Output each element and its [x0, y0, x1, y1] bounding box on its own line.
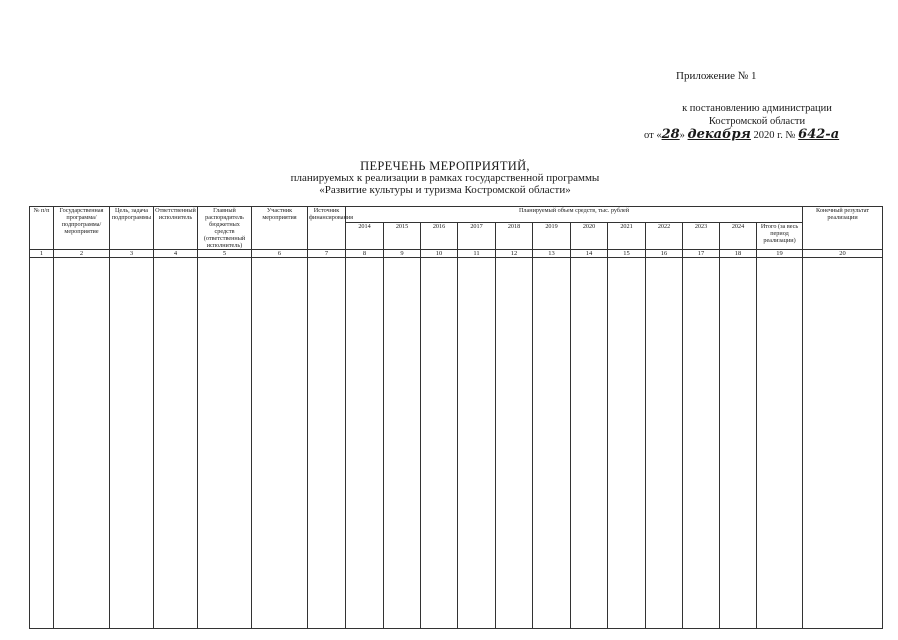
col-number: 13 — [533, 250, 571, 258]
col-number: 14 — [571, 250, 608, 258]
col-number: 6 — [252, 250, 308, 258]
title-line-1: ПЕРЕЧЕНЬ МЕРОПРИЯТИЙ, — [360, 159, 530, 173]
date-mid: » — [679, 130, 685, 141]
title-line-3: «Развитие культуры и туризма Костромской области» — [319, 184, 571, 196]
col-number: 18 — [720, 250, 757, 258]
year-header: 2020 — [571, 223, 608, 250]
year-header: 2021 — [608, 223, 646, 250]
decree-line-1: к постановлению администрации — [682, 103, 832, 114]
col-number: 8 — [346, 250, 384, 258]
year-header: 2016 — [421, 223, 458, 250]
col-number: 1 — [30, 250, 54, 258]
decree-line-2: Костромской области — [708, 116, 806, 127]
column-number-row — [30, 250, 883, 258]
year-header: 2015 — [384, 223, 421, 250]
table-body-placeholder — [30, 258, 883, 629]
year-header: 2018 — [496, 223, 533, 250]
col-source: Источник финансирования — [308, 207, 346, 250]
col-number: 4 — [154, 250, 198, 258]
col-number: 17 — [683, 250, 720, 258]
title-line-2: планируемых к реализации в рамках государственной программы — [290, 172, 600, 184]
appendix-label: Приложение № 1 — [676, 70, 757, 82]
col-number: 5 — [198, 250, 252, 258]
date-prefix: от « — [644, 130, 662, 141]
col-participant: Участник мероприятия — [252, 207, 308, 250]
total-header: Итого (за весь период реализации) — [757, 223, 803, 250]
col-num: № п/п — [30, 207, 54, 250]
year-header: 2023 — [683, 223, 720, 250]
col-result: Конечный результат реализации — [803, 207, 883, 250]
decree-number: 642-а — [798, 127, 840, 142]
year-header: 2022 — [646, 223, 683, 250]
col-program: Государственная программа/подпрограмма/мероприятие — [54, 207, 110, 250]
date-month: декабря — [687, 127, 751, 142]
col-number: 3 — [110, 250, 154, 258]
decree-date-line — [644, 128, 862, 142]
date-day: 28 — [661, 127, 680, 142]
col-number: 19 — [757, 250, 803, 258]
decree-reference — [644, 102, 862, 142]
col-number: 11 — [458, 250, 496, 258]
col-goal: Цель, задача подпрограммы — [110, 207, 154, 250]
year-header: 2019 — [533, 223, 571, 250]
document-title — [250, 160, 640, 196]
col-manager: Главный распорядитель бюджетных средств (ответственный исполнитель) — [198, 207, 252, 250]
col-volume: Планируемый объем средств, тыс. рублей — [346, 207, 803, 223]
col-number: 9 — [384, 250, 421, 258]
col-number: 15 — [608, 250, 646, 258]
year-header: 2017 — [458, 223, 496, 250]
measures-table — [29, 206, 883, 629]
date-year: 2020 г. № — [753, 130, 796, 141]
col-number: 16 — [646, 250, 683, 258]
year-header: 2014 — [346, 223, 384, 250]
col-executor: Ответственный исполнитель — [154, 207, 198, 250]
col-number: 10 — [421, 250, 458, 258]
col-number: 20 — [803, 250, 883, 258]
col-number: 2 — [54, 250, 110, 258]
col-number: 7 — [308, 250, 346, 258]
year-header: 2024 — [720, 223, 757, 250]
col-number: 12 — [496, 250, 533, 258]
